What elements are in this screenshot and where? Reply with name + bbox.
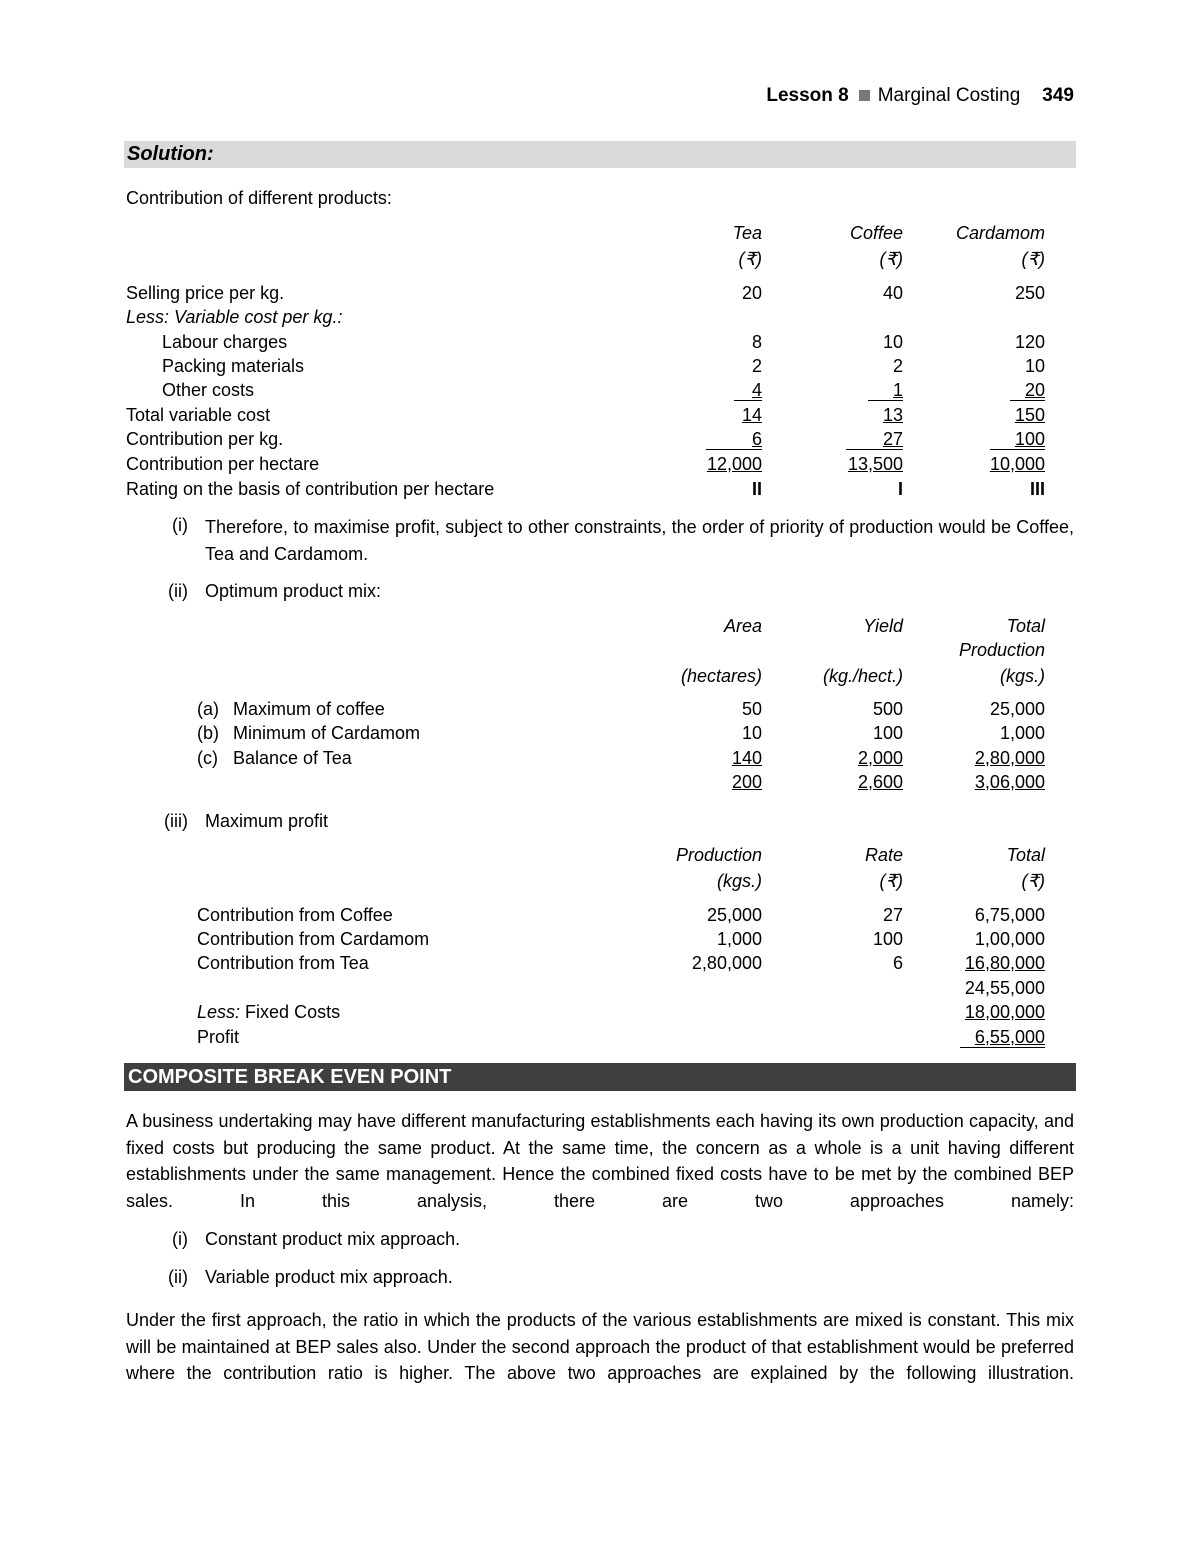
cell-value: 27 — [882, 905, 903, 925]
cell-value: 25,000 — [706, 905, 762, 925]
point-i-marker: (i) — [172, 515, 188, 535]
row-label: Balance of Tea — [233, 748, 352, 768]
col-header-total: Total — [1006, 616, 1045, 636]
cell-value: 13 — [882, 405, 903, 425]
point-iii-text: Maximum profit — [205, 811, 329, 831]
section-title: COMPOSITE BREAK EVEN POINT — [128, 1066, 452, 1088]
row-label: Less: Variable cost per kg.: — [126, 307, 343, 327]
approach-marker: (i) — [172, 1229, 188, 1249]
cell-value: 100 — [872, 929, 903, 949]
underline-rule — [960, 1047, 1045, 1048]
row-label: Selling price per kg. — [126, 283, 285, 303]
row-label: Rating on the basis of contribution per hectare — [126, 479, 495, 499]
approach-marker: (ii) — [168, 1267, 188, 1287]
row-label: Minimum of Cardamom — [233, 723, 421, 743]
cell-value: 100 — [1014, 429, 1045, 449]
row-label: Contribution per hectare — [126, 454, 320, 474]
cell-value: 6 — [892, 953, 903, 973]
row-marker: (a) — [197, 699, 219, 719]
cell-value: 2 — [751, 356, 762, 376]
total-value: 2,600 — [857, 772, 903, 792]
intro-text: Contribution of different products: — [126, 188, 392, 208]
cell-value: 1,00,000 — [974, 929, 1045, 949]
solution-heading-bar — [124, 141, 1076, 168]
section-heading-bar — [124, 1063, 1076, 1091]
col-unit-total: (₹) — [1021, 871, 1045, 891]
approach-text: Constant product mix approach. — [205, 1229, 461, 1249]
cell-value: 27 — [882, 429, 903, 449]
cell-value: 2 — [892, 356, 903, 376]
cell-value: 13,500 — [847, 454, 903, 474]
cell-value: 1,000 — [716, 929, 762, 949]
col-unit-rate: (₹) — [879, 871, 903, 891]
cell-value: 10 — [741, 723, 762, 743]
total-value: 200 — [731, 772, 762, 792]
rating-value: III — [1029, 479, 1045, 499]
col-header-area: Area — [723, 616, 762, 636]
paragraph-2: Under the first approach, the ratio in which the products of the various establishments are mixed is constant. This mix will be maintained at BEP sales also. Under the second approach the product of that establishment would be preferred where the contribution ratio is higher. The above two approaches are explained by the following illustration. — [126, 1310, 1074, 1383]
col-header-total: Total — [1006, 845, 1045, 865]
row-label: Contribution from Tea — [197, 953, 369, 973]
page-header — [0, 85, 1074, 107]
row-label: Maximum of coffee — [233, 699, 385, 719]
col-unit-total: (kgs.) — [1000, 666, 1045, 686]
cell-value: 120 — [1014, 332, 1045, 352]
underline-rule — [1010, 400, 1045, 401]
row-label: Labour charges — [162, 332, 288, 352]
col-header-rate: Rate — [864, 845, 903, 865]
profit-value: 6,55,000 — [974, 1027, 1045, 1047]
cell-value: 500 — [872, 699, 903, 719]
profit-label: Profit — [197, 1027, 240, 1047]
row-label: Packing materials — [162, 356, 305, 376]
cell-value: 10,000 — [989, 454, 1045, 474]
cell-value: 50 — [741, 699, 762, 719]
solution-label: Solution: — [127, 143, 214, 165]
chapter-title: Marginal Costing — [877, 85, 1021, 106]
col-unit-tea: (₹) — [738, 249, 762, 269]
col-header-coffee: Coffee — [849, 223, 903, 243]
bullet-square-icon — [859, 90, 870, 101]
col-unit-production: (kgs.) — [717, 871, 762, 891]
point-iii-marker: (iii) — [164, 811, 188, 831]
underline-rule — [734, 400, 762, 401]
cell-value: 6 — [751, 429, 762, 449]
col-header-production: Production — [958, 640, 1045, 660]
col-header-production: Production — [675, 845, 762, 865]
row-label: Contribution per kg. — [126, 429, 284, 449]
point-ii-text: Optimum product mix: — [205, 581, 382, 601]
subtotal-value: 24,55,000 — [964, 978, 1045, 998]
rating-value: II — [751, 479, 762, 499]
total-value: 3,06,000 — [974, 772, 1045, 792]
cell-value: 2,000 — [857, 748, 903, 768]
cell-value: 4 — [751, 380, 762, 400]
col-header-cardamom: Cardamom — [955, 223, 1045, 243]
underline-rule — [706, 449, 762, 450]
cell-value: 14 — [741, 405, 762, 425]
row-label: Contribution from Cardamom — [197, 929, 430, 949]
cell-value: 250 — [1014, 283, 1045, 303]
cell-value: 20 — [1024, 380, 1045, 400]
approach-text: Variable product mix approach. — [205, 1267, 453, 1287]
underline-rule — [868, 400, 903, 401]
col-unit-yield: (kg./hect.) — [822, 666, 903, 686]
cell-value: 6,75,000 — [974, 905, 1045, 925]
cell-value: 25,000 — [989, 699, 1045, 719]
row-label: Contribution from Coffee — [197, 905, 393, 925]
row-marker: (b) — [197, 723, 219, 743]
rating-value: I — [897, 479, 903, 499]
page-number: 349 — [1042, 85, 1074, 106]
underline-rule — [846, 449, 903, 450]
fixed-costs-label: Less: Fixed Costs — [197, 1002, 341, 1022]
point-i-text: Therefore, to maximise profit, subject to other constraints, the order of priority of production would be Coffee, Tea and Cardamom. — [205, 517, 1074, 564]
paragraph-1: A business undertaking may have different manufacturing establishments each having its own production capacity, and fixed costs but producing the same product. At the same time, the concern as a whole is a unit having different establishments under the same management. Hence the combined fixed costs have to be met by the combined BEP sales. In this analysis, there are two approaches namely: — [126, 1111, 1074, 1211]
cell-value: 2,80,000 — [691, 953, 762, 973]
col-unit-area: (hectares) — [680, 666, 762, 686]
cell-value: 16,80,000 — [964, 953, 1045, 973]
col-header-tea: Tea — [732, 223, 762, 243]
point-ii-marker: (ii) — [168, 581, 188, 601]
cell-value: 10 — [882, 332, 903, 352]
row-marker: (c) — [197, 748, 218, 768]
cell-value: 100 — [872, 723, 903, 743]
fixed-costs-value: 18,00,000 — [964, 1002, 1045, 1022]
lesson-label: Lesson 8 — [766, 85, 849, 106]
cell-value: 1,000 — [999, 723, 1045, 743]
cell-value: 2,80,000 — [974, 748, 1045, 768]
cell-value: 150 — [1014, 405, 1045, 425]
cell-value: 8 — [751, 332, 762, 352]
cell-value: 40 — [882, 283, 903, 303]
cell-value: 12,000 — [706, 454, 762, 474]
cell-value: 20 — [741, 283, 762, 303]
col-header-yield: Yield — [863, 616, 903, 636]
cell-value: 1 — [892, 380, 903, 400]
underline-rule — [990, 449, 1045, 450]
cell-value: 140 — [731, 748, 762, 768]
row-label: Total variable cost — [126, 405, 271, 425]
row-label: Other costs — [162, 380, 255, 400]
col-unit-coffee: (₹) — [879, 249, 903, 269]
cell-value: 10 — [1024, 356, 1045, 376]
col-unit-cardamom: (₹) — [1021, 249, 1045, 269]
